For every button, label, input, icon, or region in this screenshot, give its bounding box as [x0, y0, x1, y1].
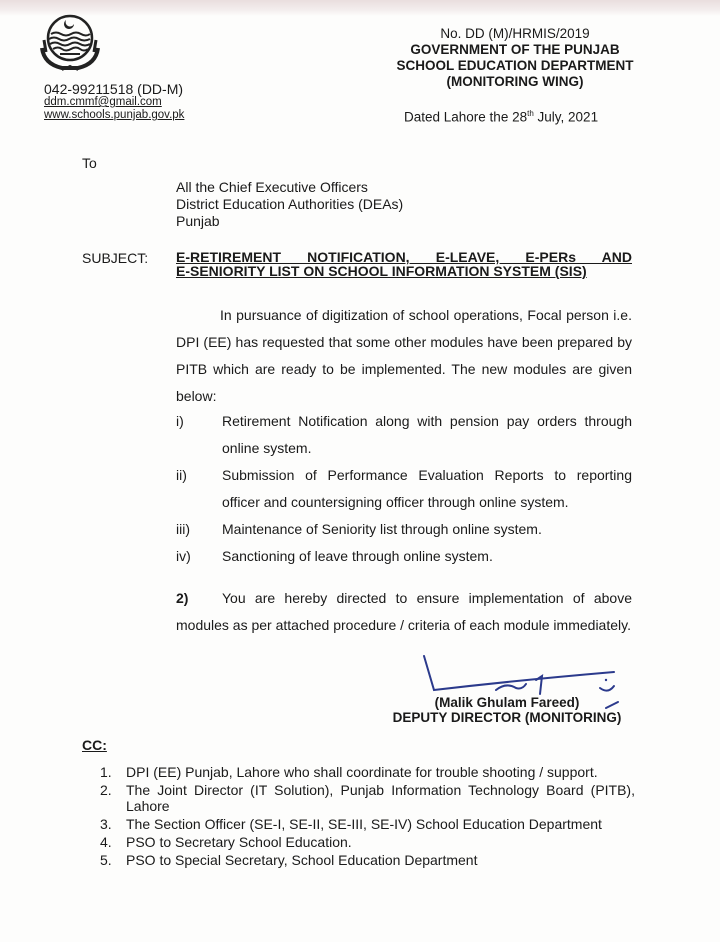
recipient-line: All the Chief Executive Officers: [176, 179, 368, 195]
cc-text: DPI (EE) Punjab, Lahore who shall coordinate for trouble shooting / support.: [126, 764, 598, 780]
reference-number: No. DD (M)/HRMIS/2019: [440, 26, 590, 41]
module-text: Maintenance of Seniority list through online system.: [222, 521, 542, 537]
cc-item: [100, 764, 635, 780]
module-text: Retirement Notification along with pension pay orders through online system.: [222, 413, 632, 456]
module-item: [176, 516, 632, 543]
cc-number: 5.: [100, 852, 112, 868]
date-suffix: July, 2021: [533, 109, 599, 125]
module-number: ii): [176, 467, 187, 483]
letterhead-title: [370, 26, 660, 90]
signatory-name: (Malik Ghulam Fareed): [434, 695, 580, 710]
org-line-3: (MONITORING WING): [446, 74, 584, 89]
phone-number: 042-99211518 (DD-M): [44, 81, 184, 97]
body-paragraph-1: [176, 302, 632, 410]
cc-item: [100, 834, 635, 850]
cc-number: 3.: [100, 816, 112, 832]
cc-list: [100, 764, 635, 870]
cc-item: [100, 816, 635, 832]
body-paragraph-2: [176, 585, 632, 639]
signatory-designation: DEPUTY DIRECTOR (MONITORING): [392, 710, 622, 725]
paragraph-2-text: You are hereby directed to ensure implementation of above modules as per attached procedure / criteria of each module immediately.: [176, 590, 632, 633]
module-item: [176, 408, 632, 462]
cc-text: PSO to Special Secretary, School Education Department: [126, 852, 478, 868]
org-line-2: SCHOOL EDUCATION DEPARTMENT: [396, 58, 634, 73]
signatory-block: [372, 695, 642, 725]
email-link[interactable]: ddm.cmmf@gmail.com: [44, 96, 162, 108]
modules-list: [176, 408, 632, 570]
module-text: Sanctioning of leave through online system.: [222, 548, 493, 564]
contact-block: [44, 82, 184, 122]
recipient-line: Punjab: [176, 213, 220, 229]
cc-text: The Section Officer (SE-I, SE-II, SE-III, SE-IV) School Education Department: [126, 816, 602, 832]
date-line: [404, 109, 598, 125]
cc-number: 4.: [100, 834, 112, 850]
module-number: iii): [176, 521, 190, 537]
subject-label: SUBJECT:: [82, 250, 149, 266]
paragraph-2-number: 2): [176, 590, 189, 606]
cc-item: [100, 852, 635, 868]
cc-text: PSO to Secretary School Education.: [126, 834, 352, 850]
recipient-line: District Education Authorities (DEAs): [176, 196, 404, 212]
subject-line-1: E-RETIREMENT NOTIFICATION, E-LEAVE, E-PERs AND: [176, 249, 632, 265]
module-item: [176, 543, 632, 570]
module-number: iv): [176, 548, 191, 564]
date-prefix: Dated Lahore the 28: [404, 109, 528, 125]
website-link[interactable]: www.schools.punjab.gov.pk: [44, 109, 185, 121]
module-number: i): [176, 413, 184, 429]
subject-text: [176, 250, 632, 278]
page-top-edge: [0, 0, 720, 16]
org-line-1: GOVERNMENT OF THE PUNJAB: [410, 42, 620, 57]
cc-number: 2.: [100, 782, 112, 798]
cc-item: [100, 782, 635, 814]
module-text: Submission of Performance Evaluation Reports to reporting officer and countersigning officer through online system.: [222, 467, 632, 510]
subject-line-2: E-SENIORITY LIST ON SCHOOL INFORMATION SYSTEM (SIS): [176, 263, 587, 279]
punjab-emblem-icon: [38, 10, 102, 76]
cc-text: The Joint Director (IT Solution), Punjab Information Technology Board (PITB), Lahore: [126, 782, 635, 814]
to-label: To: [82, 155, 97, 171]
cc-label: CC:: [82, 737, 107, 753]
recipient-address: [176, 179, 403, 230]
date-ordinal: th: [527, 109, 534, 118]
module-item: [176, 462, 632, 516]
cc-number: 1.: [100, 764, 112, 780]
paragraph-1-text: In pursuance of digitization of school operations, Focal person i.e. DPI (EE) has requested that some other modules have been prepared by PITB which are ready to be implemented. The new modules are given below:: [176, 307, 632, 404]
